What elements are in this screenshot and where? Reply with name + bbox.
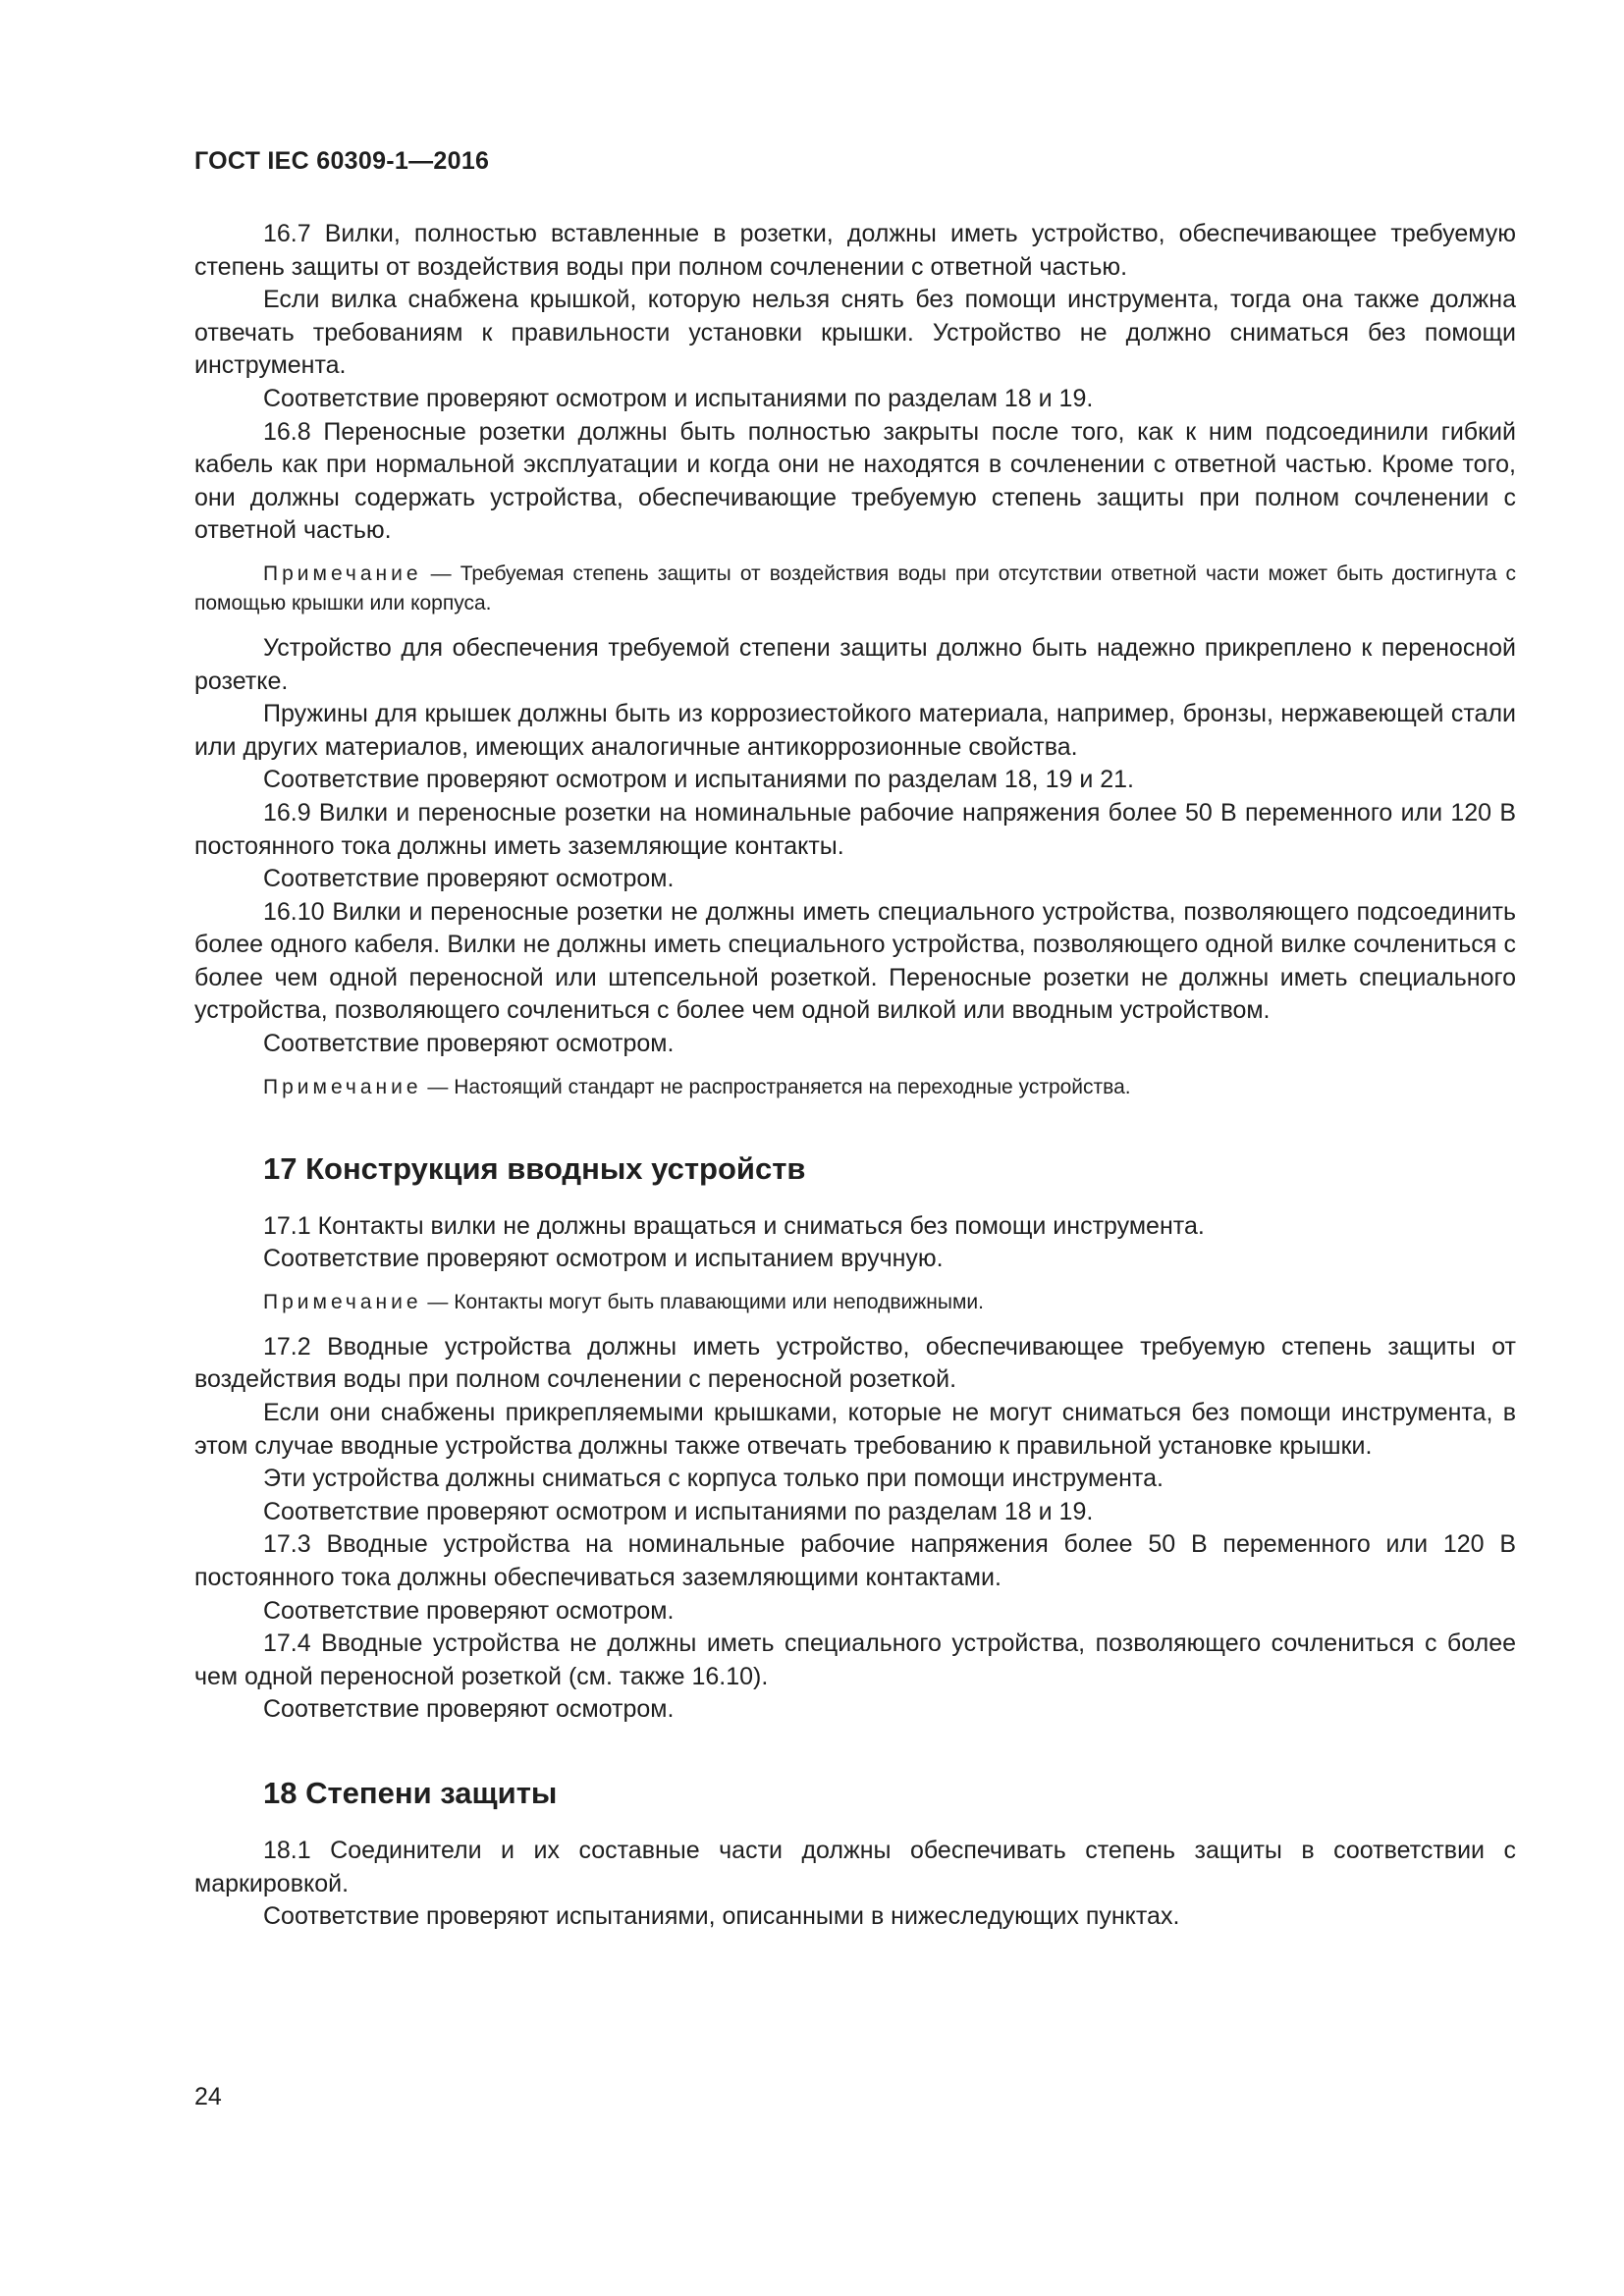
document-body [194, 218, 1516, 1934]
clause-17-2: 17.2 Вводные устройства должны иметь устройство, обеспечивающее требуемую степень защиты от воздействия воды при полном сочленении с переносной розеткой. [194, 1332, 1516, 1394]
clause-16-7-cover: Если вилка снабжена крышкой, которую нельзя снять без помощи инструмента, тогда она также должна отвечать требованиям к правильности установки крышки. Устройство не должно сниматься без помощи инструмента. [194, 286, 1516, 380]
note-label: Примечание [263, 1075, 422, 1098]
clause-17-3-compliance: Соответствие проверяют осмотром. [263, 1596, 675, 1625]
section-17-heading: 17 Конструкция вводных устройств [263, 1150, 806, 1186]
note-text: — Контакты могут быть плавающими или неподвижными. [421, 1290, 984, 1313]
clause-16-10: 16.10 Вилки и переносные розетки не должны иметь специального устройства, позволяющего подсоединить более одного кабеля. Вилки не должны иметь специального устройства, позволяющего одной вилке сочлениться с более чем одной переносной или штепсельной розеткой. Переносные розетки не должны иметь специального устройства, позволяющего сочлениться с более чем одной вилкой или вводным устройством. [194, 897, 1516, 1025]
note-17-1 [194, 1288, 1516, 1317]
note-label: Примечание [263, 1290, 422, 1313]
clause-17-1-compliance: Соответствие проверяют осмотром и испытанием вручную. [263, 1245, 944, 1273]
note-16-8 [194, 560, 1516, 618]
clause-18-1: 18.1 Соединители и их составные части должны обеспечивать степень защиты в соответствии с маркировкой. [194, 1836, 1516, 1897]
clause-18-1-compliance: Соответствие проверяют испытаниями, описанными в нижеследующих пунктах. [263, 1902, 1180, 1931]
clause-17-1: 17.1 Контакты вилки не должны вращаться и сниматься без помощи инструмента. [263, 1211, 1205, 1240]
clause-17-4: 17.4 Вводные устройства не должны иметь специального устройства, позволяющего сочлениться с более чем одной переносной розеткой (см. также 16.10). [194, 1629, 1516, 1690]
clause-17-3: 17.3 Вводные устройства на номинальные рабочие напряжения более 50 В переменного или 120 В постоянного тока должны обеспечиваться заземляющими контактами. [194, 1530, 1516, 1591]
clause-16-9: 16.9 Вилки и переносные розетки на номинальные рабочие напряжения более 50 В переменного или 120 В постоянного тока должны иметь заземляющие контакты. [194, 798, 1516, 860]
clause-16-8-springs: Пружины для крышек должны быть из коррозиестойкого материала, например, бронзы, нержавеющей стали или других материалов, имеющих аналогичные антикоррозионные свойства. [194, 700, 1516, 761]
clause-16-9-compliance: Соответствие проверяют осмотром. [263, 865, 675, 893]
clause-17-4-compliance: Соответствие проверяют осмотром. [263, 1695, 675, 1724]
section-18-heading: 18 Степени защиты [263, 1775, 558, 1810]
note-label: Примечание [263, 561, 422, 585]
clause-16-10-compliance: Соответствие проверяют осмотром. [263, 1030, 675, 1058]
clause-17-2-covers: Если они снабжены прикрепляемыми крышками, которые не могут сниматься без помощи инструмента, в этом случае вводные устройства должны также отвечать требованию к правильной установке крышки. [194, 1399, 1516, 1460]
clause-16-7-compliance: Соответствие проверяют осмотром и испытаниями по разделам 18 и 19. [263, 384, 1094, 412]
clause-17-2-removal: Эти устройства должны сниматься с корпуса только при помощи инструмента. [263, 1465, 1164, 1493]
note-text: — Требуемая степень защиты от воздействия воды при отсутствии ответной части может быть достигнута с помощью крышки или корпуса. [194, 561, 1516, 614]
document-header: ГОСТ IEC 60309-1—2016 [194, 147, 490, 175]
note-text: — Настоящий стандарт не распространяется на переходные устройства. [421, 1075, 1131, 1098]
clause-16-8: 16.8 Переносные розетки должны быть полностью закрыты после того, как к ним подсоединили гибкий кабель как при нормальной эксплуатации и когда они не находятся в сочленении с ответной частью. Кроме того, они должны содержать устройства, обеспечивающие требуемую степень защиты при полном сочленении с ответной частью. [194, 417, 1516, 545]
clause-16-8-compliance: Соответствие проверяют осмотром и испытаниями по разделам 18, 19 и 21. [263, 766, 1134, 794]
clause-16-7: 16.7 Вилки, полностью вставленные в розетки, должны иметь устройство, обеспечивающее требуемую степень защиты от воздействия воды при полном сочленении с ответной частью. [194, 220, 1516, 281]
clause-17-2-compliance: Соответствие проверяют осмотром и испытаниями по разделам 18 и 19. [263, 1497, 1094, 1525]
clause-16-8-fixing: Устройство для обеспечения требуемой степени защиты должно быть надежно прикреплено к переносной розетке. [194, 633, 1516, 695]
note-16-10 [194, 1073, 1516, 1102]
page-number: 24 [194, 2083, 222, 2110]
